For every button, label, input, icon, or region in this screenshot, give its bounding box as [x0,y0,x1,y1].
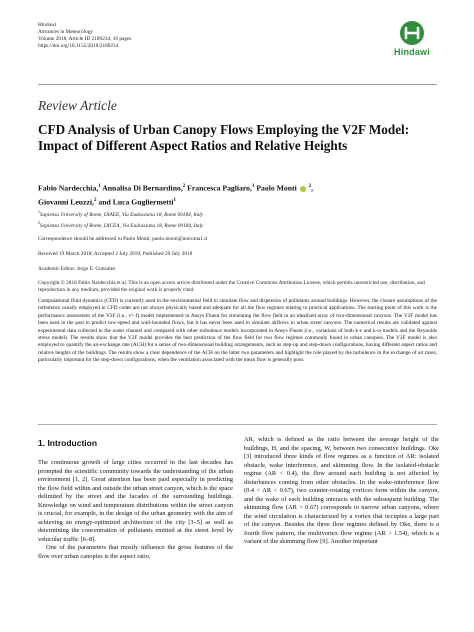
orcid-icon[interactable] [300,186,306,192]
header-divider [38,84,437,85]
author-affil-mark: 2 [182,184,186,189]
author-affil-mark: 1 [251,184,255,189]
body-column-right [244,436,439,547]
author-name: Annalisa Di Bernardino, [102,183,183,193]
paragraph: One of the parameters that mostly influence the gross features of the flow over urban canopies is the aspect ratio, [38,544,233,560]
doi-link[interactable]: https://doi.org/10.1155/2018/2189234 [38,43,119,49]
author-affil-mark: 1 [98,184,101,189]
journal-info [38,22,131,50]
copyright-notice: Copyright © 2018 Fabio Nardecchia et al. This is an open access article distributed under the Creative Commons Attribution License, which permits unrestricted use, distribution, and reproduction in any medium, provided the original work is properly cited. [38,280,425,294]
volume-line: Volume 2018, Article ID 2189234, 16 pages [38,36,132,42]
paragraph: AR, which is defined as the ratio between the average height of the buildings, H, and the spacing, W, between two consecutive buildings. Oke [3] introduced three kinds of flow regimes as a function of AR: isolated obstacle, wake interference, and skimming flow. In the isolated-obstacle regime (AR < 0.4), the flow around each building is not affected by disturbances coming from other obstacles. In the wake-interference flow (0.4 < AR < 0.67), two counter-rotating vortices form within the canyon, and the wake of each building interacts with the subsequent building. The skimming flow (AR > 0.67) corresponds to narrow urban canyons, where the wind circulation is characterized by a vortex that occupies a large part of the canyon. Besides the three flow regimes defined by Oke, there is a fourth flow pattern, the multivortex flow regime (AR > 1.54), which is a variant of the skimming flow [9]. Another important [244,436,439,545]
author-list: Fabio Nardecchia,$^1$ Annalisa Di Bernardino,$^2$ Francesca Pagliaro,$^1$ Paolo Monti $^2$, Giovanni Leuzzi,$^2$ and Luca Gugliermetti$^1$ [38,183,313,207]
affiliations [38,208,438,230]
author-name: Fabio Nardecchia, [38,183,99,193]
publication-dates: Received 19 March 2018; Accepted 2 July 2018; Published 29 July 2018 [38,251,193,257]
author-affil-mark: 2 [93,197,97,203]
author-name: and Luca Gugliermetti [98,197,174,207]
body-divider [38,424,437,425]
publisher-name: Hindawi [38,22,57,28]
logo-text: Hindawi [394,47,430,57]
publisher-logo[interactable] [386,20,438,57]
author-name: Francesca Pagliaro, [187,183,252,193]
author-name: Giovanni Leuzzi, [38,197,94,207]
hindawi-logo-icon [399,20,425,46]
affiliation-line: $^1$Sapienza University of Rome, DIAEE, Via Eudossiana 18, Rome 00184, Italy [38,210,204,218]
paragraph: The continuous growth of large cities occurred in the last decades has prompted the scientific community towards the understanding of the urban environment [1, 2]. Great attention has been paid especially in predicting the flow field within and outside the urban street canyon, which is the space delimited by the street and the facades of the surrounding buildings. Knowledge on wind and temperature distributions within the street canyon is crucial, for example, in the design of the urban geometry with the aim of achieving an energy-optimized architecture of the city [3–5] as well as determining the concentration of pollutants emitted at the street level by vehicular traffic [6–8]. [38,459,233,543]
article-type: Review Article [38,98,117,113]
academic-editor: Academic Editor: Jorge E. Gonzalez [38,266,116,272]
author-affil-mark: 1 [173,197,177,203]
author-affil-mark: 2 [308,184,312,189]
affiliation-line: $^2$Sapienza University of Rome, DICEA, Via Eudossiana 18, Rome 00184, Italy [38,220,204,229]
correspondence: Correspondence should be addressed to Paolo Monti; paolo.monti@uniroma1.it [38,236,208,242]
section-heading: 1. Introduction [38,438,98,448]
abstract: Computational fluid dynamics (CFD) is currently used in the environmental field to simulate flow and dispersion of pollutants around buildings. However, the closure assumptions of the turbulence usually employed in CFD codes are not always physically based and adequate for all the flow regimes relating to practical applications. The starting point of this work is the performance assessment of the V2F (i.e., v²−f) model implemented in Ansys Fluent for simulating the flow field in an idealized array of two-dimensional canyons. The V2F model has been used in the past to predict low-speed and wall-bounded flows, but it has never been used to simulate airflows in urban street canyons. The numerical results are validated against experimental data collected in the water channel and compared with other turbulence models incorporated in Ansys Fluent (i.e., variations of both k-ε and k-ω models and the Reynolds stress model). The results show that the V2F model provides the best prediction of the flow field for two flow regimes commonly found in urban canopies. The V2F model is also employed to quantify the air-exchange rate (ACH) for a series of two-dimensional building arrangements, such as step-up and step-down configurations, having different aspect ratios and relative heights of the buildings. The results show a clear dependence of the ACH on the latter two parameters and highlight the role played by the turbulence in the exchange of air mass, particularly important for the step-down configurations, when the ventilation associated with the mean flow is generally poor. [38,298,437,364]
journal-name: Advances in Meteorology [38,29,94,35]
author-name: Paolo Monti [256,183,297,193]
body-column-left [38,459,233,561]
article-title: CFD Analysis of Urban Canopy Flows Employing the V2F Model: Impact of Different Aspect Ratios and Relative Heights [38,122,410,153]
